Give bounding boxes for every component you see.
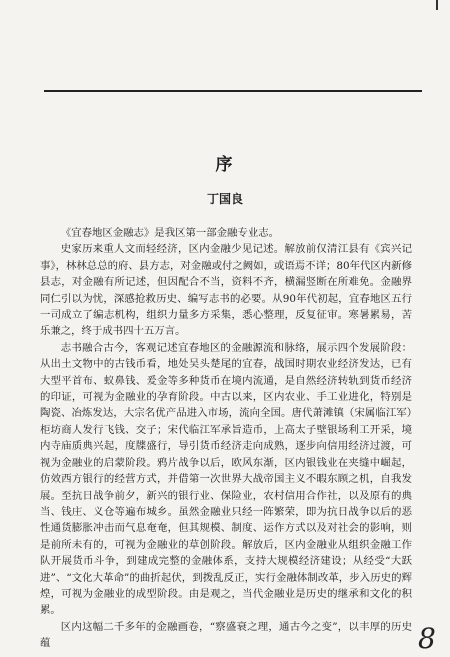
scan-mark — [436, 0, 438, 10]
header-rule — [44, 90, 422, 92]
paragraph: 区内这幅二千多年的金融画卷，“察盛衰之理，通古今之变”，以丰厚的历史蕴 — [40, 620, 412, 650]
paragraph: 史家历来重人文而轻经济，区内金融少见记述。解放前仅清江县有《宾兴记事》，林林总总的府、县方志，对金融或付之阙如，或语焉不详；80年代区内新修县志，对金融有所记述，但因配合不当，资料不齐，横漏竖断在所难免。金融界同仁引以为忧，深感抢救历史、编写志书的必要。从90年代初起，宜春地区五行一司成立了编志机构，组织力量多方采集，悉心整理，反复征审。寒暑累易，苦乐兼之，终于成书四十五万言。 — [40, 243, 412, 338]
author-name: 丁国良 — [206, 192, 243, 206]
body-text — [40, 225, 412, 652]
paragraph: 《宜春地区金融志》是我区第一部金融专业志。 — [60, 227, 279, 239]
page-number: 8 — [418, 622, 436, 655]
page-title: 序 — [215, 155, 235, 175]
paragraph: 志书融合古今，客观记述宜春地区的金融源流和脉络，展示四个发展阶段：从出土文物中的古钱币看，地处吴头楚尾的宜春，战国时期农业经济发达，已有大型平首布、蚁鼻钱、爰金等多种货币在境内流通，是自然经济转轨到货币经济的印证，可视为金融业的孕育阶段。中古以来，区内农业、手工业进化，特别是陶瓷、冶炼发达，大宗名优产品进入市场，流向全国。唐代萧滩镇（宋属临江军）柜坊商人发行飞钱、交子；宋代临江军承旨造币，上高太子壁银场利工开采，境内寺庙质典兴起，度牒盛行，导引货币经济走向成熟，逐步向信用经济过渡，可视为金融业的启蒙阶段。鸦片战争以后，欧风东渐，区内银钱业在夹缝中崛起，仿效西方银行的经营方式，并借第一次世界大战帝国主义不暇东顾之机，自我发展。至抗日战争前夕，新兴的银行业、保险业，农村信用合作社，以及原有的典当、钱庄、义仓等遍布城乡。虽然金融业只经一阵繁荣，即为抗日战争以后的恶性通货膨胀冲击而气息奄奄，但其规模、制度、运作方式以及对社会的影响，则是前所未有的，可视为金融业的草创阶段。解放后，区内金融业从组织金融工作队开展货币斗争，到建成完整的金融体系，支持大规模经济建设；从经受“大跃进”、“文化大革命”的曲折起伏，到拨乱反正，实行金融体制改革，步入历史的辉煌，可视为金融业的成型阶段。由是观之，当代金融业是历史的继承和文化的积累。 — [40, 341, 412, 617]
